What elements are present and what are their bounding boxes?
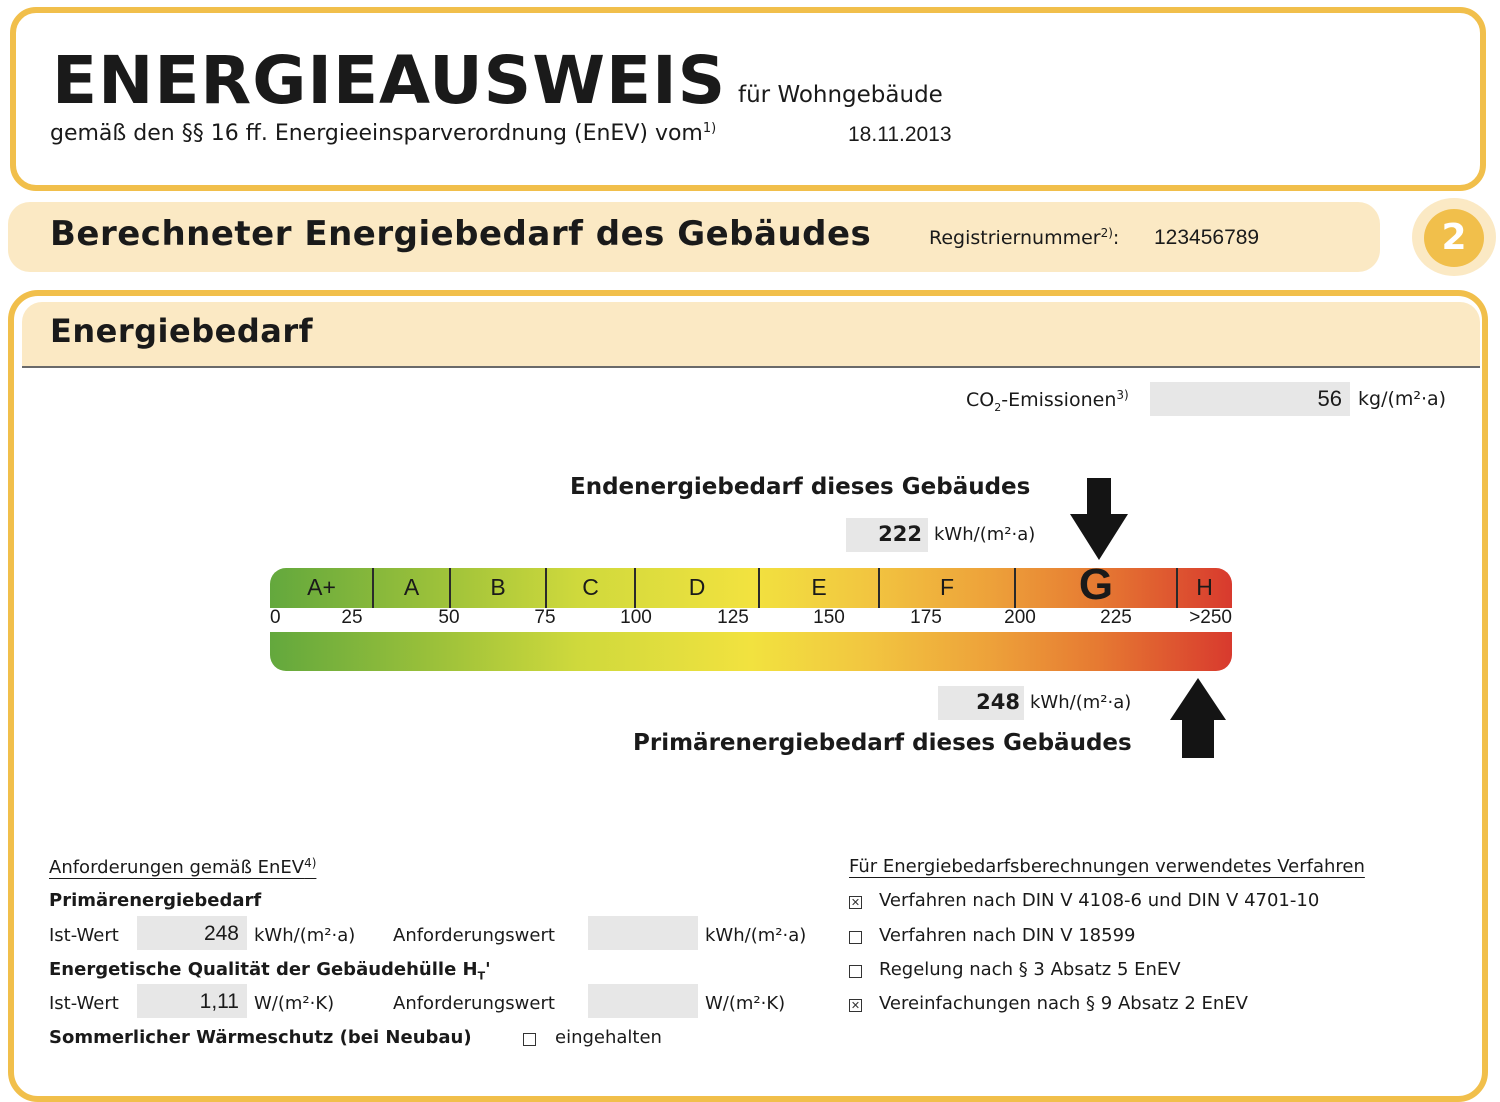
method-label: Regelung nach § 3 Absatz 5 EnEV — [879, 959, 1181, 980]
method-label: Vereinfachungen nach § 9 Absatz 2 EnEV — [879, 993, 1248, 1014]
method-checkbox[interactable] — [849, 931, 862, 944]
primary-actual-unit: kWh/(m²·a) — [254, 925, 356, 946]
envelope-actual-label: Ist-Wert — [49, 993, 119, 1014]
footnote-1: 1) — [702, 121, 717, 136]
page-number-badge: 2 — [1424, 209, 1484, 267]
primary-actual-value: 248 — [203, 922, 239, 945]
final-energy-title: Endenergiebedarf dieses Gebäudes — [570, 474, 1031, 500]
envelope-actual-unit: W/(m²·K) — [254, 993, 335, 1014]
document-title: ENERGIEAUSWEIS — [52, 42, 727, 119]
scale-tick: 0 — [270, 607, 281, 628]
scale-separator — [1014, 568, 1016, 608]
method-label: Verfahren nach DIN V 18599 — [879, 925, 1136, 946]
primary-energy-value: 248 — [976, 690, 1020, 714]
scale-class-h: H — [1196, 574, 1213, 600]
regulation-line — [50, 121, 716, 146]
scale-class-aplus: A+ — [307, 574, 336, 600]
final-energy-arrow-icon — [1070, 478, 1128, 560]
scale-tick: 200 — [1004, 607, 1036, 628]
primary-energy-unit: kWh/(m²·a) — [1030, 692, 1132, 713]
method-checkbox[interactable] — [849, 965, 862, 978]
primary-requirement-box — [588, 916, 698, 950]
envelope-quality-title — [49, 959, 491, 983]
primary-actual-label: Ist-Wert — [49, 925, 119, 946]
co2-label-sub: 2 — [994, 400, 1002, 414]
scale-tick: 150 — [813, 607, 845, 628]
primary-requirement-title: Primärenergiebedarf — [49, 890, 262, 911]
primary-energy-arrow-icon — [1170, 678, 1226, 758]
registration-number: 123456789 — [1154, 226, 1260, 249]
scale-tick: 75 — [534, 607, 556, 628]
co2-label-pre: CO — [966, 389, 995, 411]
scale-separator — [758, 568, 760, 608]
regulation-text: gemäß den §§ 16 ff. Energieeinsparverordnung (EnEV) vom — [50, 121, 703, 146]
envelope-title-sub: T — [477, 969, 486, 983]
requirements-heading — [49, 856, 316, 878]
envelope-actual-value: 1,11 — [199, 990, 239, 1013]
registration-colon: : — [1112, 227, 1120, 249]
co2-label-post: -Emissionen — [1001, 389, 1117, 411]
footnote-3: 3) — [1116, 388, 1129, 402]
scale-class-c: C — [582, 574, 599, 600]
envelope-title-prime: ' — [485, 959, 491, 980]
primary-requirement-label: Anforderungswert — [393, 925, 555, 946]
envelope-requirement-unit: W/(m²·K) — [705, 993, 786, 1014]
footnote-2: 2) — [1100, 226, 1113, 240]
method-checkbox[interactable]: ✕ — [850, 999, 861, 1012]
scale-class-f: F — [939, 574, 955, 600]
scale-tick: 50 — [438, 607, 460, 628]
scale-tick: 225 — [1100, 607, 1132, 628]
registration-label-text: Registriernummer — [929, 227, 1101, 249]
summer-protection-option: eingehalten — [555, 1027, 662, 1048]
panel-title: Energiebedarf — [50, 312, 314, 350]
co2-label — [966, 388, 1129, 414]
scale-class-g: G — [1078, 560, 1114, 609]
scale-tick: 25 — [341, 607, 363, 628]
final-energy-value: 222 — [878, 522, 922, 546]
scale-separator — [634, 568, 636, 608]
scale-separator — [1176, 568, 1178, 608]
scale-separator — [449, 568, 451, 608]
scale-class-a: A — [403, 574, 420, 600]
scale-separator — [545, 568, 547, 608]
scale-class-e: E — [811, 574, 827, 600]
methods-heading: Für Energiebedarfsberechnungen verwendetes Verfahren — [849, 856, 1365, 877]
co2-unit: kg/(m²·a) — [1358, 388, 1447, 410]
envelope-requirement-box — [588, 984, 698, 1018]
footnote-4: 4) — [304, 856, 317, 870]
scale-tick: 175 — [910, 607, 942, 628]
document-title-sub: für Wohngebäude — [738, 82, 943, 108]
method-label: Verfahren nach DIN V 4108-6 und DIN V 4701-10 — [879, 890, 1320, 911]
primary-requirement-unit: kWh/(m²·a) — [705, 925, 807, 946]
method-checkbox[interactable]: ✕ — [850, 896, 861, 909]
panel-divider — [22, 366, 1480, 368]
summer-protection-checkbox[interactable] — [523, 1033, 536, 1046]
scale-tick: 125 — [717, 607, 749, 628]
section-title: Berechneter Energiebedarf des Gebäudes — [50, 214, 872, 254]
scale-class-d: D — [688, 574, 706, 600]
scale-separator — [372, 568, 374, 608]
energy-scale-bar — [270, 632, 1232, 671]
co2-value: 56 — [1317, 386, 1342, 411]
requirements-heading-text: Anforderungen gemäß EnEV — [49, 857, 305, 878]
registration-label — [929, 226, 1119, 249]
primary-energy-title: Primärenergiebedarf dieses Gebäudes — [633, 730, 1132, 756]
envelope-requirement-label: Anforderungswert — [393, 993, 555, 1014]
regulation-date: 18.11.2013 — [848, 123, 952, 146]
summer-protection-label: Sommerlicher Wärmeschutz (bei Neubau) — [49, 1027, 472, 1048]
scale-separator — [878, 568, 880, 608]
scale-tick: >250 — [1189, 607, 1232, 628]
envelope-title-text: Energetische Qualität der Gebäudehülle H — [49, 959, 478, 980]
final-energy-unit: kWh/(m²·a) — [934, 524, 1036, 545]
scale-tick: 100 — [620, 607, 652, 628]
scale-class-b: B — [490, 574, 506, 600]
